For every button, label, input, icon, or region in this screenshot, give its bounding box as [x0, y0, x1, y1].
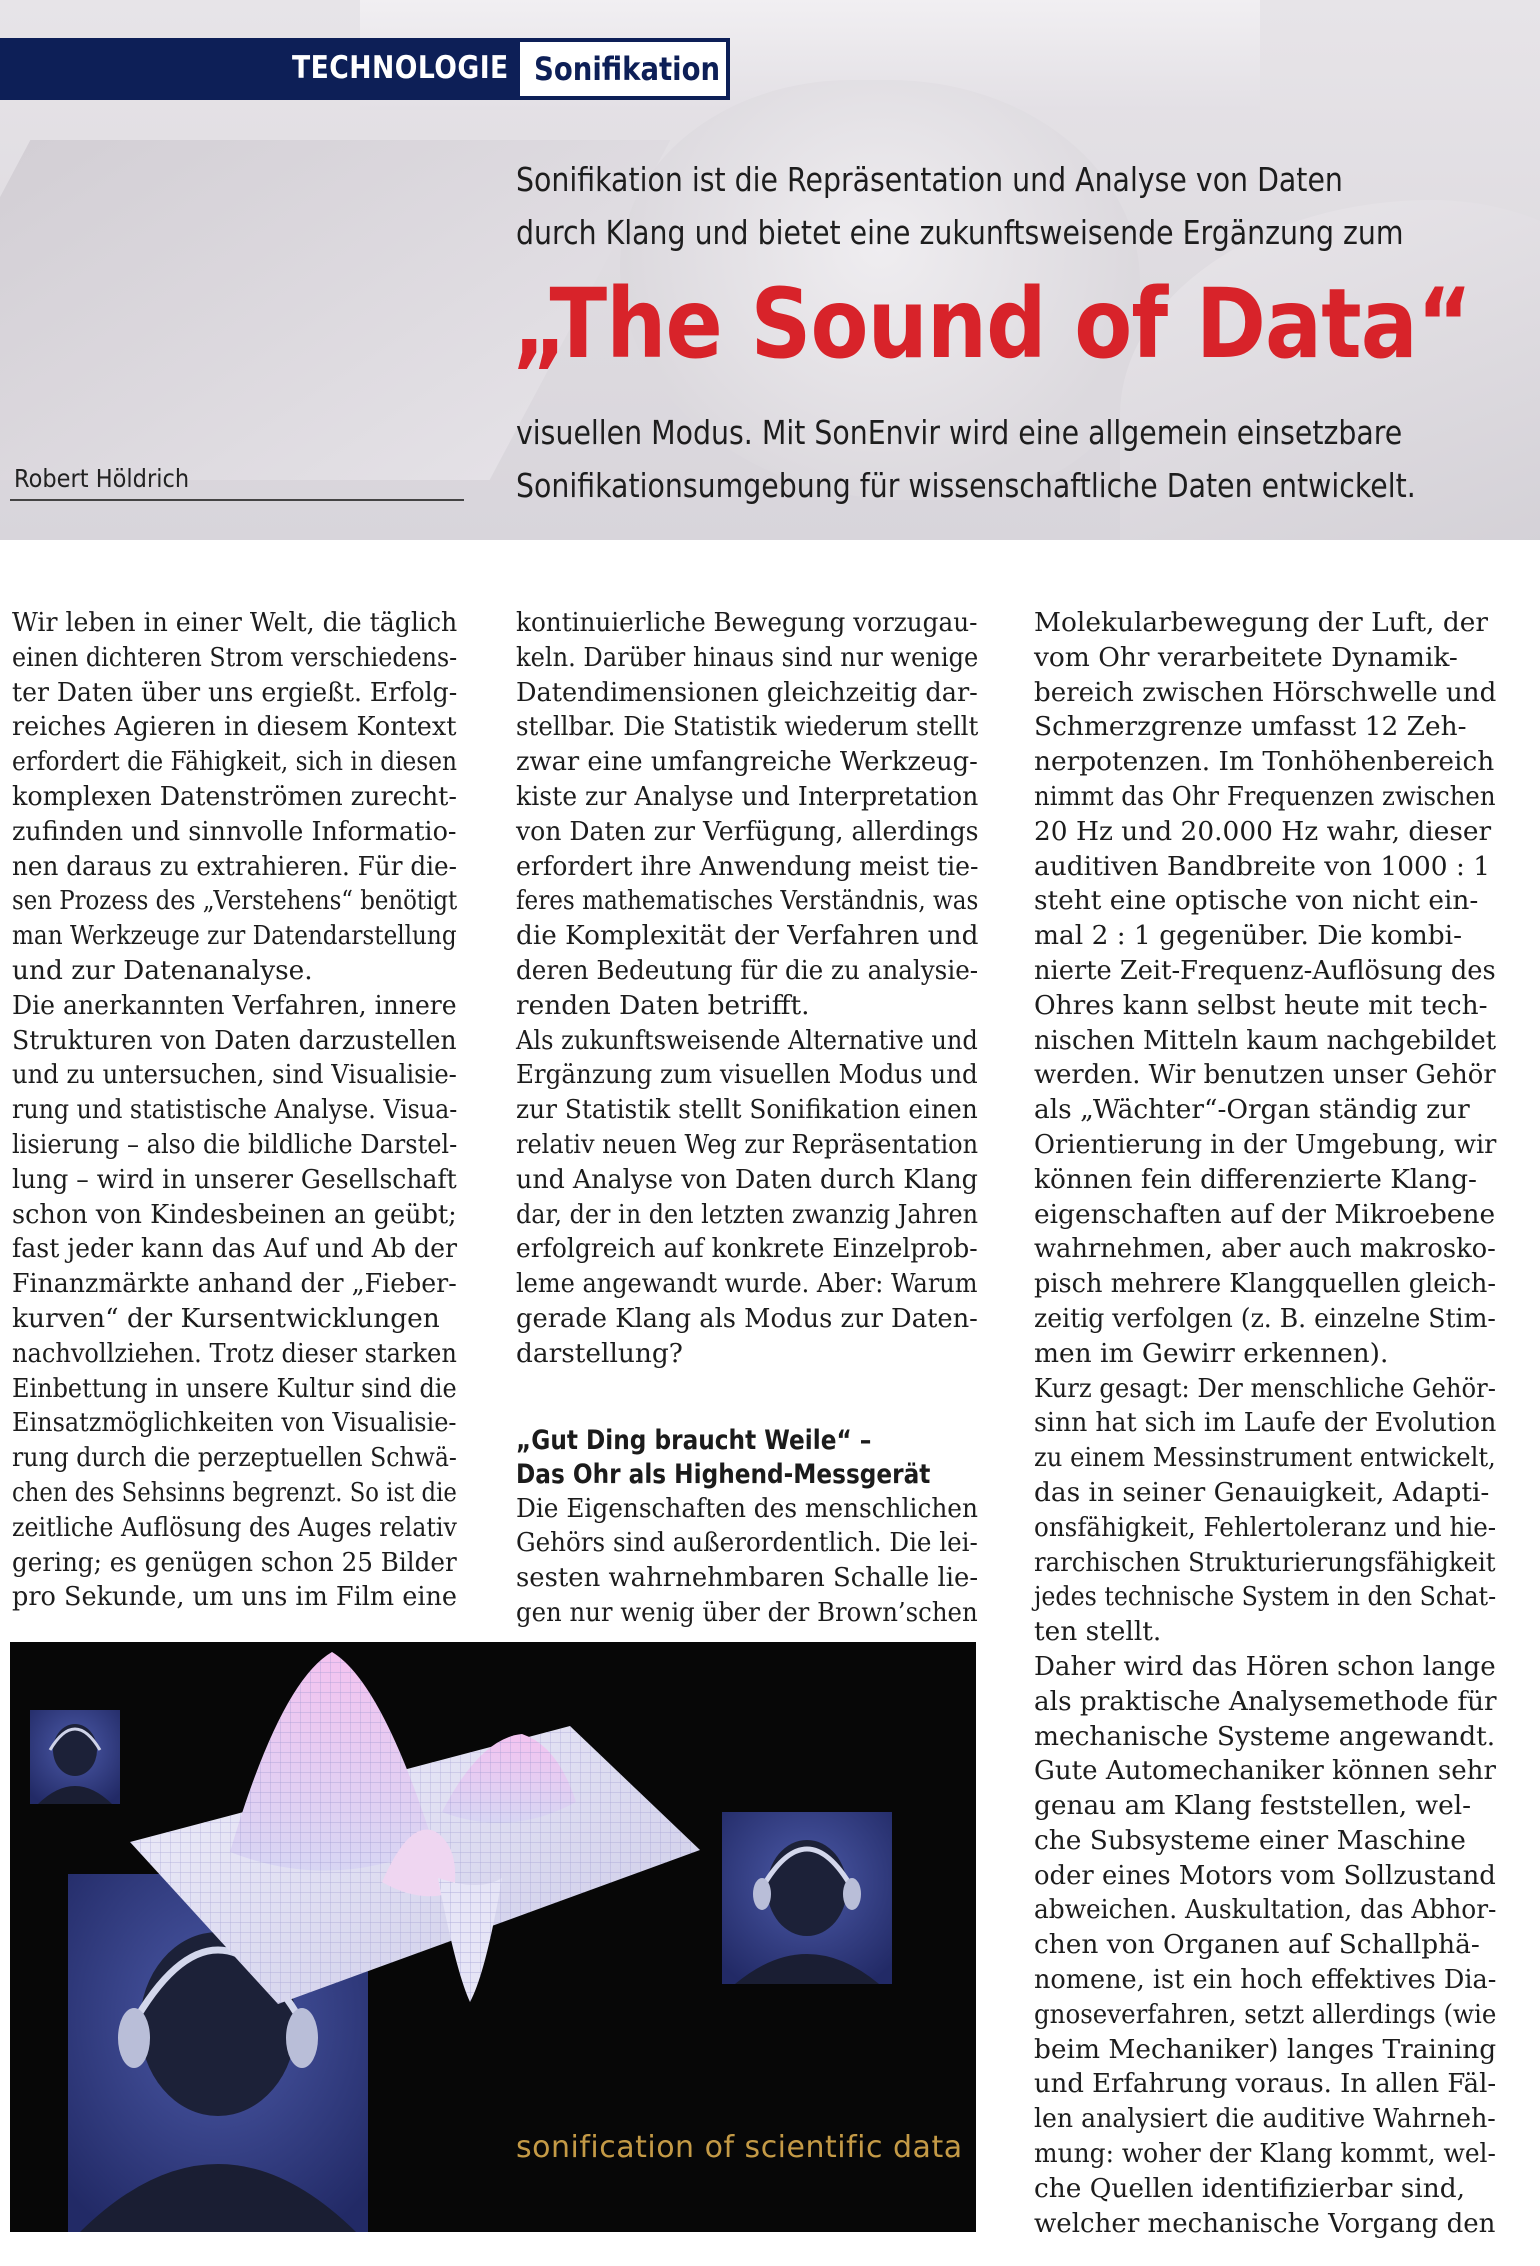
text-line: sen Prozess des „Verstehens“ benötigt	[12, 885, 458, 917]
text-line: ter Daten über uns ergießt. Erfolg-	[12, 676, 458, 708]
text-line: welcher mechanische Vorgang den	[1034, 2207, 1496, 2239]
text-line: gering; es genügen schon 25 Bilder	[12, 1546, 457, 1578]
text-line: nerpotenzen. Im Tonhöhenbereich	[1034, 746, 1495, 778]
text-line: len analysiert die auditive Wahrneh-	[1034, 2103, 1496, 2135]
text-line: Gehörs sind außerordentlich. Die lei-	[516, 1527, 978, 1559]
text-line: Als zukunftsweisende Alternative und	[516, 1024, 978, 1056]
text-line: chen des Sehsinns begrenzt. So ist die	[12, 1476, 457, 1508]
text-line: deren Bedeutung für die zu analysie-	[516, 954, 979, 986]
text-line: zeitliche Auflösung des Auges relativ	[12, 1511, 457, 1543]
text-line: und zur Datenanalyse.	[12, 954, 313, 986]
text-line: vom Ohr verarbeitete Dynamik-	[1034, 641, 1458, 673]
text-line: kontinuierliche Bewegung vorzugau-	[516, 607, 978, 638]
intro-line: Sonifikation ist die Repräsentation und Analyse von Daten	[516, 160, 1343, 199]
text-line: Kurz gesagt: Der menschliche Gehör-	[1034, 1372, 1496, 1404]
text-line: sinn hat sich im Laufe der Evolution	[1034, 1407, 1497, 1439]
text-line: Gute Automechaniker können sehr	[1034, 1755, 1496, 1787]
text-line: Die anerkannten Verfahren, innere	[12, 989, 457, 1021]
text-line: gerade Klang als Modus zur Daten-	[516, 1302, 978, 1334]
text-line: gnoseverfahren, setzt allerdings (wie	[1034, 1998, 1497, 2030]
text-column-2-part-b	[516, 1492, 978, 1631]
text-line: erfolgreich auf konkrete Einzelprob-	[516, 1233, 978, 1265]
text-line: reiches Agieren in diesem Kontext	[12, 711, 457, 743]
text-line: rung und statistische Analyse. Visua-	[12, 1094, 458, 1126]
text-line: komplexen Datenströmen zurecht-	[12, 780, 457, 812]
text-line: keln. Darüber hinaus sind nur wenige	[516, 641, 979, 673]
text-line: abweichen. Auskultation, das Abhor-	[1034, 1894, 1497, 1926]
text-line: und Analyse von Daten durch Klang	[516, 1163, 978, 1195]
text-line: als praktische Analysemethode für	[1034, 1685, 1497, 1717]
text-line: erfordert ihre Anwendung meist tie-	[516, 850, 979, 882]
text-line: zwar eine umfangreiche Werkzeug-	[516, 746, 978, 778]
text-line: nachvollziehen. Trotz dieser starken	[12, 1337, 457, 1369]
text-line: schon von Kindesbeinen an geübt;	[12, 1198, 457, 1230]
text-line: pro Sekunde, um uns im Film eine	[12, 1581, 458, 1613]
intro-line: durch Klang und bietet eine zukunftsweisende Ergänzung zum	[516, 213, 1404, 252]
text-line: genau am Klang feststellen, wel-	[1034, 1790, 1472, 1822]
spacer	[516, 1372, 978, 1424]
text-line: sesten wahrnehmbaren Schalle lie-	[516, 1562, 979, 1594]
text-line: pisch mehrere Klangquellen gleich-	[1034, 1268, 1497, 1300]
text-line: gen nur wenig über der Brown’schen	[516, 1596, 978, 1628]
text-column-1	[12, 606, 457, 1615]
article-headline: „The Sound of Data“	[512, 268, 1472, 380]
listener-image	[722, 1812, 892, 1984]
text-line: jedes technische System in den Schat-	[1034, 1581, 1497, 1613]
topic-label: Sonifikation	[534, 50, 721, 88]
text-column-2	[516, 606, 978, 1631]
text-line: stellbar. Die Statistik wiederum stellt	[516, 711, 979, 743]
text-line: relativ neuen Weg zur Repräsentation	[516, 1128, 979, 1160]
text-line: Schmerzgrenze umfasst 12 Zeh-	[1034, 711, 1467, 743]
figure-caption: sonification of scientific data	[516, 2130, 963, 2165]
text-line: Datendimensionen gleichzeitig dar-	[516, 676, 978, 708]
text-line: das in seiner Genauigkeit, Adapti-	[1034, 1476, 1490, 1508]
text-line: wahrnehmen, aber auch makrosko-	[1034, 1233, 1496, 1265]
text-line: die Komplexität der Verfahren und	[516, 920, 979, 952]
text-line: Die Eigenschaften des menschlichen	[516, 1492, 978, 1524]
text-line: Einbettung in unsere Kultur sind die	[12, 1372, 457, 1404]
subheading: Das Ohr als Highend-Messgerät	[516, 1458, 931, 1490]
text-line: Finanzmärkte anhand der „Fieber-	[12, 1268, 457, 1300]
text-line: mechanische Systeme angewandt.	[1034, 1720, 1496, 1752]
text-column-3	[1034, 606, 1496, 2241]
text-line: nischen Mitteln kaum nachgebildet	[1034, 1024, 1497, 1056]
text-line: und zu untersuchen, sind Visualisie-	[12, 1059, 457, 1091]
text-line: nimmt das Ohr Frequenzen zwischen	[1034, 780, 1496, 812]
section-label: TECHNOLOGIE	[292, 50, 509, 86]
text-line: nen daraus zu extrahieren. Für die-	[12, 850, 457, 882]
text-line: rarchischen Strukturierungsfähigkeit	[1034, 1546, 1496, 1578]
subheading: „Gut Ding braucht Weile“ –	[516, 1424, 872, 1456]
text-line: eigenschaften auf der Mikroebene	[1034, 1198, 1496, 1230]
text-line: mal 2 : 1 gegenüber. Die kombi-	[1034, 920, 1463, 952]
text-line: feres mathematisches Verständnis, was	[516, 885, 979, 917]
text-line: ten stellt.	[1034, 1616, 1162, 1648]
text-line: fast jeder kann das Auf und Ab der	[12, 1233, 458, 1265]
author-rule	[10, 499, 464, 501]
text-line: mung: woher der Klang kommt, wel-	[1034, 2138, 1496, 2170]
text-line: bereich zwischen Hörschwelle und	[1034, 676, 1497, 708]
text-line: darstellung?	[516, 1337, 683, 1369]
text-line: zufinden und sinnvolle Informatio-	[12, 815, 457, 847]
text-line: als „Wächter“-Organ ständig zur	[1034, 1094, 1470, 1126]
text-line: oder eines Motors vom Sollzustand	[1034, 1859, 1496, 1891]
text-line: lisierung – also die bildliche Darstel-	[12, 1128, 458, 1160]
text-line: Ergänzung zum visuellen Modus und	[516, 1059, 978, 1091]
text-line: kurven“ der Kursentwicklungen	[12, 1302, 440, 1334]
intro-line: Sonifikationsumgebung für wissenschaftliche Daten entwickelt.	[516, 466, 1416, 505]
text-line: dar, der in den letzten zwanzig Jahren	[516, 1198, 979, 1230]
text-line: nierte Zeit-Frequenz-Auflösung des	[1034, 954, 1496, 986]
text-line: erfordert die Fähigkeit, sich in diesen	[12, 746, 457, 778]
text-line: onsfähigkeit, Fehlertoleranz und hie-	[1034, 1511, 1497, 1543]
text-line: lung – wird in unserer Gesellschaft	[12, 1163, 457, 1195]
text-line: rung durch die perzeptuellen Schwä-	[12, 1442, 457, 1474]
text-line: Daher wird das Hören schon lange	[1034, 1650, 1496, 1682]
text-line: zur Statistik stellt Sonifikation einen	[516, 1094, 978, 1126]
text-line: che Quellen identifizierbar sind,	[1034, 2172, 1465, 2204]
text-line: werden. Wir benutzen unser Gehör	[1034, 1059, 1496, 1091]
author-name: Robert Höldrich	[14, 464, 190, 493]
text-line: men im Gewirr erkennen).	[1034, 1337, 1389, 1369]
text-line: zeitig verfolgen (z. B. einzelne Stim-	[1034, 1302, 1496, 1334]
text-line: leme angewandt wurde. Aber: Warum	[516, 1268, 978, 1300]
text-line: auditiven Bandbreite von 1000 : 1	[1034, 850, 1491, 882]
text-line: steht eine optische von nicht ein-	[1034, 885, 1479, 917]
text-line: renden Daten betrifft.	[516, 989, 810, 1021]
text-line: kiste zur Analyse und Interpretation	[516, 780, 979, 812]
text-line: man Werkzeuge zur Datendarstellung	[12, 920, 457, 952]
text-line: einen dichteren Strom verschiedens-	[12, 641, 458, 673]
text-line: che Subsysteme einer Maschine	[1034, 1824, 1466, 1856]
text-line: chen von Organen auf Schallphä-	[1034, 1929, 1480, 1961]
text-line: können fein differenzierte Klang-	[1034, 1163, 1477, 1195]
text-line: 20 Hz und 20.000 Hz wahr, dieser	[1034, 815, 1492, 847]
text-line: nomene, ist ein hoch effektives Dia-	[1034, 1964, 1497, 1996]
text-line: und Erfahrung voraus. In allen Fäl-	[1034, 2068, 1497, 2100]
text-line: Wir leben in einer Welt, die täglich	[12, 607, 458, 638]
text-column-2-part-a	[516, 606, 978, 1372]
text-line: Strukturen von Daten darzustellen	[12, 1024, 457, 1056]
text-line: Einsatzmöglichkeiten von Visualisie-	[12, 1407, 457, 1439]
listener-image	[30, 1710, 120, 1804]
text-line: Ohres kann selbst heute mit tech-	[1034, 989, 1488, 1021]
text-line: zu einem Messinstrument entwickelt,	[1034, 1442, 1496, 1474]
text-line: Orientierung in der Umgebung, wir	[1034, 1128, 1497, 1160]
text-line: beim Mechaniker) langes Training	[1034, 2033, 1497, 2065]
text-line: von Daten zur Verfügung, allerdings	[516, 815, 979, 847]
intro-line: visuellen Modus. Mit SonEnvir wird eine allgemein einsetzbare	[516, 413, 1403, 452]
text-line: Molekularbewegung der Luft, der	[1034, 607, 1488, 638]
